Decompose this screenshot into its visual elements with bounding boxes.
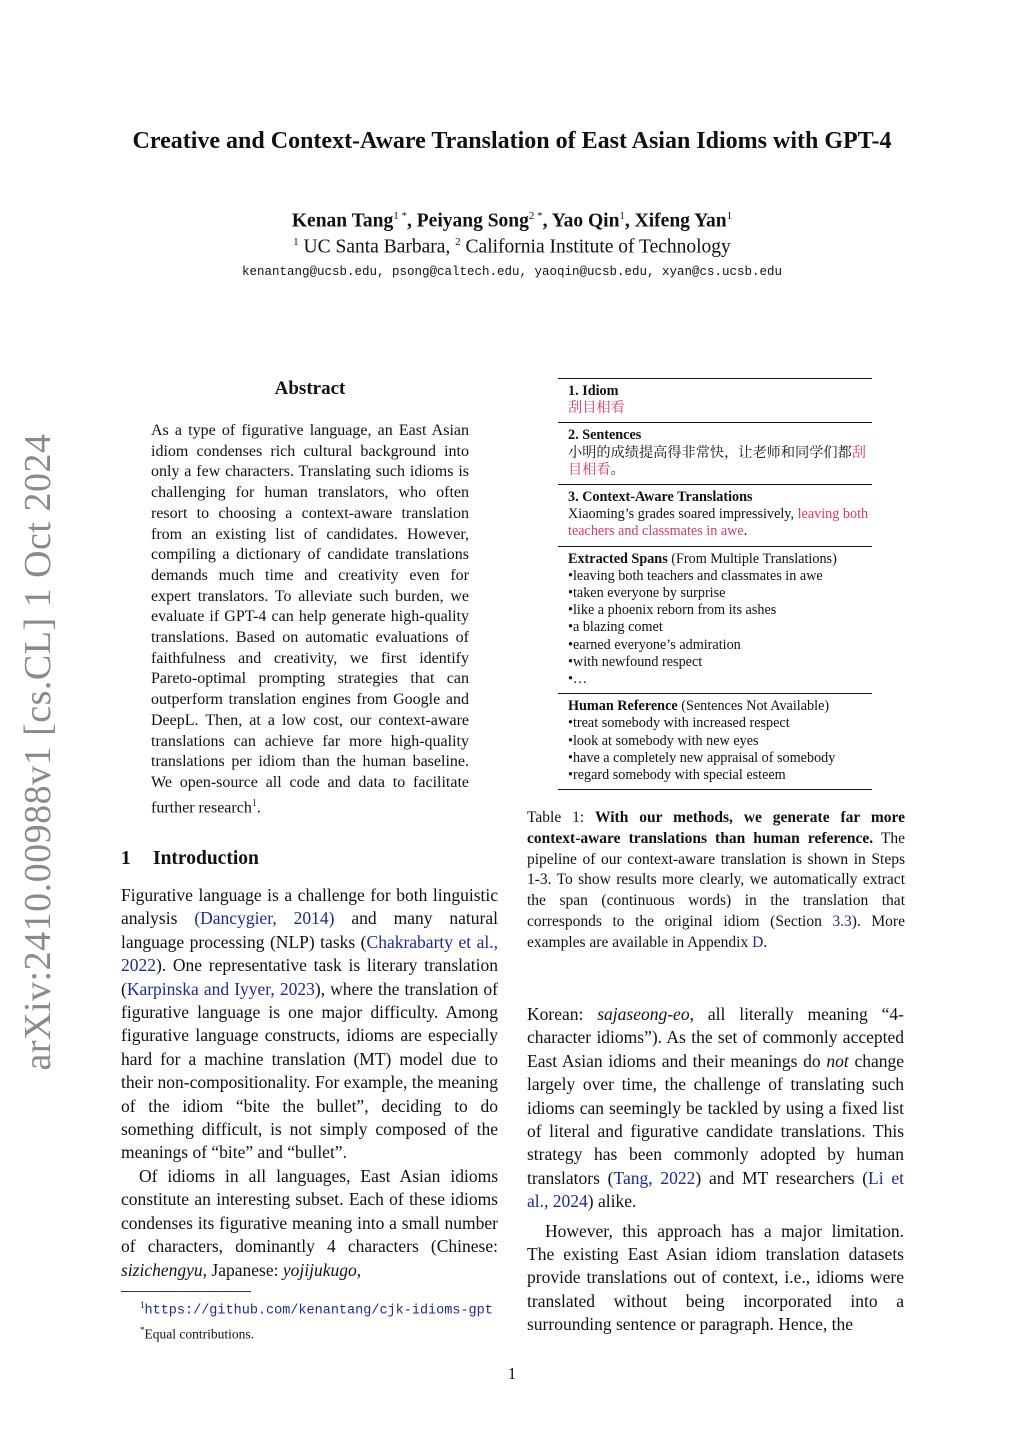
affiliation-name: California Institute of Technology [465,236,731,258]
translation-pre: Xiaoming’s grades soared impressively, [568,506,798,523]
text-run: change largely over time, the challenge of translating such idioms can seemingly be tackled by using a fixed list of literal and figurative candidate translations. This strategy has been commonly adopted by human translators ( [527,1050,904,1188]
arxiv-side-stamp: arXiv:2410.00988v1 [cs.CL] 1 Oct 2024 [17,433,59,1071]
text-run: ) and MT researchers ( [695,1167,869,1188]
table-spans-label: Extracted Spans [568,550,668,567]
abstract-end: . [256,798,261,816]
footnote-mark: * [140,1324,145,1335]
table-1 [558,378,872,790]
text-run: and many natural language processing (NLP) tasks ( [121,908,498,952]
citation-link[interactable]: Tang, 2022 [613,1167,696,1188]
text-run: However, this approach has a major limitation. The existing East Asian idiom translation datasets provide translations out of context, i.e., idioms were translated without being incorporated into a surrounding sentence or paragraph. Hence, the [527,1220,904,1335]
sentence-post: 。 [610,461,625,478]
human-item: • regard somebody with special esteem [568,767,872,784]
footnote-1 [140,1296,493,1321]
page-number: 1 [507,1364,517,1383]
citation-link[interactable]: (Dancygier, 2014) [194,908,335,929]
citation-link[interactable]: Karpinska and Iyyer, 2023 [126,978,315,999]
span-item: • taken everyone by surprise [568,585,872,602]
affiliations [0,236,1024,259]
author-name: Yao Qin [551,210,620,232]
abstract-heading: Abstract [274,378,346,399]
table-spans-note: (From Multiple Translations) [667,550,837,567]
footnote-text: Equal contributions. [144,1326,254,1341]
caption-bold: With our methods, we generate far more context-aware translations than human reference. [527,809,905,847]
author-mark: 2 * [528,210,543,222]
text-run: , [356,1259,362,1280]
footnote-ref[interactable]: 1 [251,797,257,809]
table-human-cell [558,694,872,789]
span-item: • … [568,671,872,688]
table-translations-label: 3. Context-Aware Translations [568,489,753,506]
table-human-note: (Sentences Not Available) [677,698,830,715]
section-title: Introduction [153,848,259,869]
affiliation-mark: 2 [455,236,461,248]
table-idiom-cell [558,379,872,422]
intro-paragraph-2 [121,1165,498,1282]
footnote-2 [140,1321,493,1344]
human-item: • have a completely new appraisal of somebody [568,750,872,767]
abstract-text [151,421,469,819]
footnotes [140,1296,493,1343]
section-ref-link[interactable]: 3.3 [832,912,852,930]
author-emails: kenantang@ucsb.edu, psong@caltech.edu, yaoqin@ucsb.edu, xyan@cs.ucsb.edu [241,265,783,279]
table-idiom: 刮目相看 [568,400,625,417]
author-mark: 1 [619,210,625,222]
author-list: Kenan Tang$^{1 *}$, Peiyang Song$^{2 *}$, Yao Qin$^1$, Xifeng Yan$^1$ [291,210,733,232]
github-link[interactable]: https://github.com/kenantang/cjk-idioms-gpt [144,1303,493,1319]
table-sentences-label: 2. Sentences [568,427,642,444]
italic-term: yojijukugo [282,1259,357,1280]
text-run: Korean: [527,1004,598,1024]
left-column-body [121,884,498,1282]
table-caption [527,808,905,954]
translation-post: . [743,523,748,540]
text-run: ). One representative task is literary translation ( [121,955,498,999]
span-item: • like a phoenix reborn from its ashes [568,602,872,619]
author-mark: 1 * [393,210,407,222]
table-sentence [568,445,872,479]
human-item: • treat somebody with increased respect [568,715,872,732]
italic-term: sajaseong-eo [597,1004,690,1024]
right-paragraph-2 [527,1220,904,1337]
author-name: Xifeng Yan [634,210,727,232]
table-bottom-rule [558,789,872,790]
table-translations-cell [558,485,872,546]
italic-term: sizichengyu [121,1259,203,1280]
caption-text: The pipeline of our context-aware translation is shown in Steps 1-3. To show results more clearly, we automatically extract the span (continuous words) in the translation that corresponds to the original idiom (Section [527,829,905,930]
text-run: ), where the translation of figurative language is one major difficulty. Among figurative language constructs, idioms are especially hard for a machine translation (MT) model due to their non-compositionality. For example, the meaning of the idiom “bite the bullet”, deciding to do something difficult, is not simply composed of the meanings of “bite” and “bullet”. [121,978,498,1163]
author-name: Kenan Tang [291,210,394,232]
span-item: • a blazing comet [568,619,872,636]
table-translation [568,506,872,540]
text-run: Figurative language is a challenge for both linguistic analysis [121,885,498,929]
citation-link[interactable]: Li et al., 2024 [527,1167,904,1212]
affiliation-mark: 1 [293,236,299,248]
span-item: • earned everyone’s admiration [568,637,872,654]
author-name: Peiyang Song [416,210,529,232]
right-column-body [527,1003,904,1337]
abstract-body-text: As a type of figurative language, an East Asian idiom condenses rich cultural background into only a few characters. Translating such idioms is challenging for human translators, who often resort to choosing a context-aware translation from an existing list of candidates. However, compiling a dictionary of candidate translations demands much time and creativity even for expert translators. To alleviate such burden, we evaluate if GPT-4 can help generate high-quality translations. Based on automatic evaluations of faithfulness and creativity, we first identify Pareto-optimal prompting strategies that can outperform translation engines from Google and DeepL. Then, at a low cost, our context-aware translations can achieve far more high-quality translations per idiom than the human baseline. We open-source all code and data to facilitate further research [151,422,469,816]
caption-label: Table 1: [527,809,596,826]
text-run: , Japanese: [202,1259,283,1280]
text-run: , all literally meaning “4-character idioms”). As the set of commonly accepted East Asian idioms and their meanings do [527,1004,904,1071]
italic-term: not [826,1050,849,1071]
right-paragraph-1 [527,1003,904,1214]
citation-link[interactable]: Chakrabarty et al., 2022 [121,931,498,976]
author-mark: 1 [726,210,733,222]
appendix-ref-link[interactable]: D [752,933,764,951]
human-item: • look at somebody with new eyes [568,733,872,750]
table-spans-cell [558,547,872,694]
text-run: ) alike. [587,1191,637,1212]
span-item: • with newfound respect [568,654,872,671]
sentence-idiom: 刮目相看 [568,444,866,478]
span-item: • leaving both teachers and classmates in awe [568,568,872,585]
section-number: 1 [121,848,131,869]
section-heading-introduction [121,848,259,870]
table-sentences-cell [558,423,872,484]
intro-paragraph-1 [121,884,498,1165]
translation-span: leaving both teachers and classmates in awe [568,506,869,540]
footnote-mark: 1 [140,1300,145,1310]
caption-text: ). More examples are available in Appendix [527,912,905,951]
caption-text: . [763,933,768,951]
footnote-divider [121,1291,251,1292]
table-human-label: Human Reference [568,698,678,715]
table-idiom-label: 1. Idiom [568,383,619,399]
affiliation-name: UC Santa Barbara, [303,236,451,258]
sentence-pre: 小明的成绩提高得非常快，让老师和同学们都 [568,444,852,461]
text-run: Of idioms in all languages, East Asian idioms constitute an interesting subset. Each of these idioms condenses its figurative meaning into a small number of characters, dominantly 4 characters (Chinese: [121,1165,498,1257]
paper-title: Creative and Context-Aware Translation of East Asian Idioms with GPT-4 [132,128,892,154]
